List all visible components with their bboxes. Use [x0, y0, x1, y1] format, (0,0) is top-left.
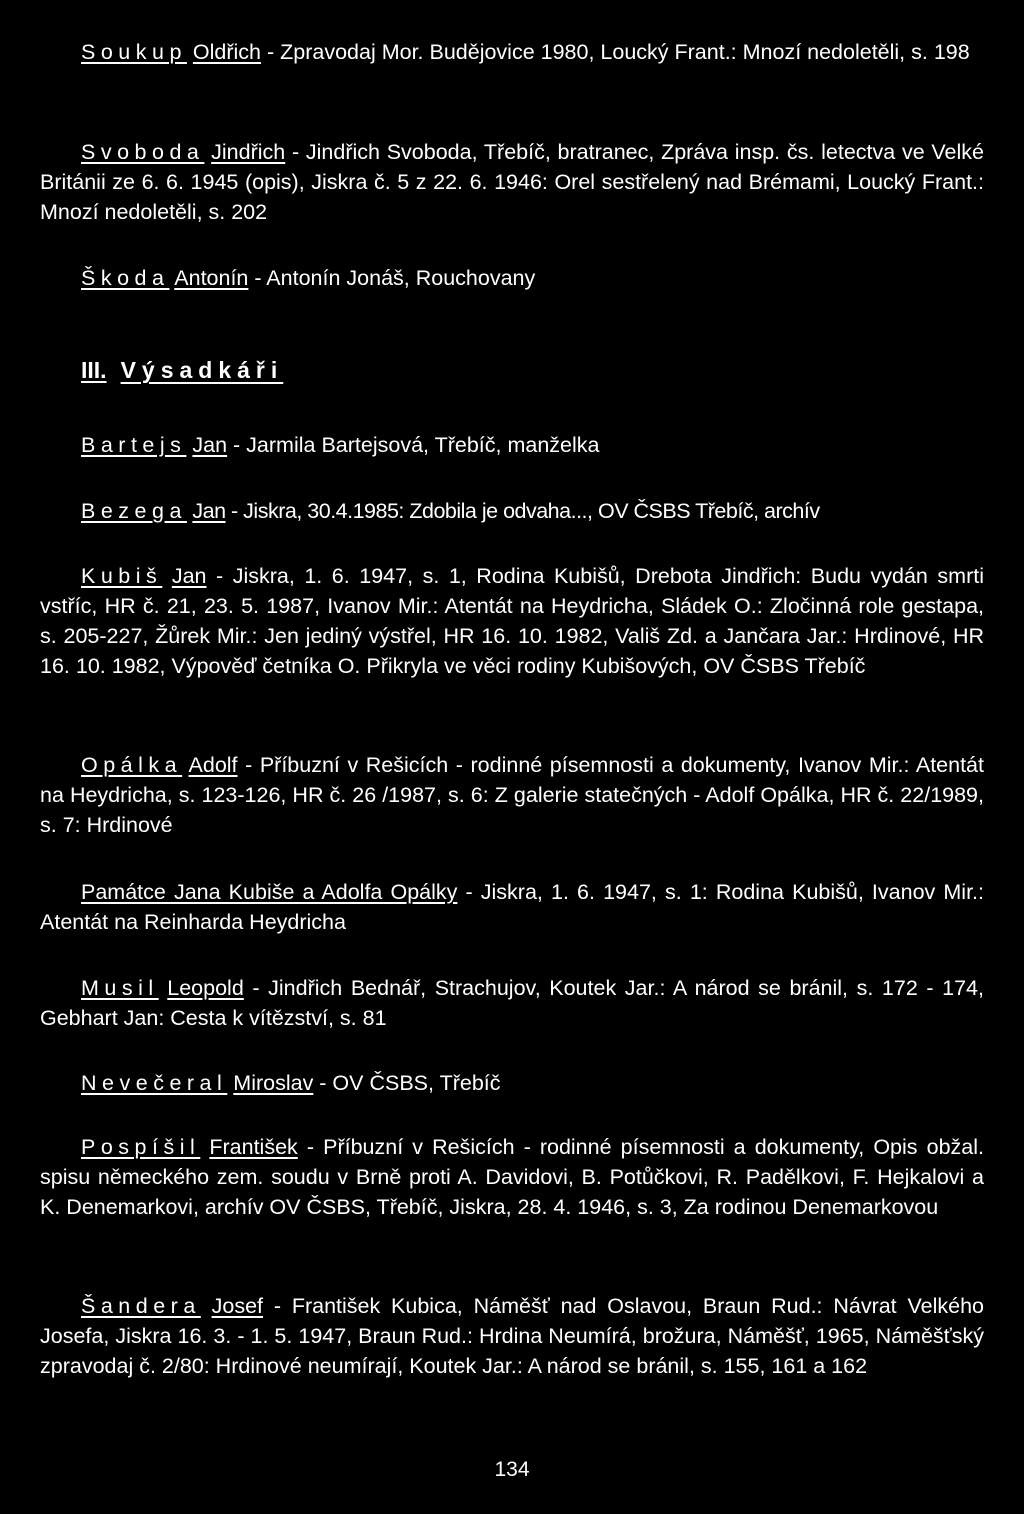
entry-surname: Svoboda — [81, 140, 205, 164]
entry-firstname: Antonín — [174, 266, 249, 290]
entry-text: - Příbuzní v Rešicích - rodinné písemnosti a dokumenty, Opis obžal. spisu německého zem. soudu v Brně proti A. Davidovi, B. Potůčkovi, R. Padělkovi, F. Hejkalovi a K. Denemarkovi, archív OV ČSBS, Třebíč, Jiskra, 28. 4. 1946, s. 3, Za rodinou Denemarkovou — [40, 1135, 984, 1219]
section-heading — [81, 355, 283, 385]
entry-text: - Jarmila Bartejsová, Třebíč, manželka — [227, 433, 600, 457]
entry-text: - Jiskra, 1. 6. 1947, s. 1, Rodina Kubišů, Drebota Jindřich: Budu vydán smrti vstříc, HR č. 21, 23. 5. 1987, Ivanov Mir.: Atentát na Heydricha, Sládek O.: Zločinná role gestapa, s. 205-227, Žůrek Mir.: Jen jediný výstřel, HR 16. 10. 1982, Vališ Zd. a Jančara Jar.: Hrdinové, HR 16. 10. 1982, Výpověď četníka O. Přikryla ve věci rodiny Kubišových, OV ČSBS Třebíč — [40, 564, 984, 678]
entry-firstname: Jan — [192, 499, 226, 523]
entry-pospisil — [40, 1132, 984, 1222]
entry-surname: Nevečeral — [81, 1071, 228, 1095]
section-number: III. — [81, 357, 107, 383]
entry-surname: Soukup — [81, 40, 187, 64]
entry-firstname: Oldřich — [192, 40, 262, 64]
entry-text: - OV ČSBS, Třebíč — [313, 1071, 501, 1095]
entry-kubis — [40, 561, 984, 681]
entry-sandera — [40, 1291, 984, 1381]
entry-firstname: Adolf — [188, 753, 238, 777]
entry-text: - Jiskra, 1. 6. 1947, s. 1: Rodina Kubišů, Ivanov Mir.: Atentát na Reinharda Heydricha — [40, 880, 984, 934]
entry-firstname: František — [209, 1135, 298, 1159]
entry-opalka — [40, 750, 984, 840]
entry-surname: Kubiš — [81, 564, 163, 588]
section-title: Výsadkáři — [120, 357, 284, 383]
entry-text: - Jiskra, 30.4.1985: Zdobila je odvaha..., OV ČSBS Třebíč, archív — [225, 499, 820, 523]
entry-musil — [40, 973, 984, 1033]
entry-title: Památce Jana Kubiše a Adolfa Opálky — [81, 880, 458, 904]
entry-soukup — [40, 37, 984, 67]
entry-text: - Příbuzní v Rešicích - rodinné písemnosti a dokumenty, Ivanov Mir.: Atentát na Heydricha, s. 123-126, HR č. 26 /1987, s. 6: Z galerie statečných - Adolf Opálka, HR č. 22/1989, s. 7: Hrdinové — [40, 753, 984, 837]
entry-bartejs — [40, 430, 984, 460]
entry-surname: Škoda — [81, 266, 170, 290]
entry-pamatce — [40, 877, 984, 937]
entry-surname: Šandera — [81, 1294, 201, 1318]
entry-text: - František Kubica, Náměšť nad Oslavou, Braun Rud.: Návrat Velkého Josefa, Jiskra 16. 3. - 1. 5. 1947, Braun Rud.: Hrdina Neumírá, brožura, Náměšť, 1965, Náměšťský zpravodaj č. 2/80: Hrdinové neumírají, Koutek Jar.: A národ se bránil, s. 155, 161 a 162 — [40, 1294, 984, 1378]
entry-surname: Pospíšil — [81, 1135, 201, 1159]
entry-firstname: Jan — [171, 564, 207, 588]
entry-surname: Bartejs — [81, 433, 187, 457]
entry-text: - Antonín Jonáš, Rouchovany — [248, 266, 536, 290]
entry-text: - Jindřich Svoboda, Třebíč, bratranec, Zpráva insp. čs. letectva ve Velké Británii ze 6. 6. 1945 (opis), Jiskra č. 5 z 22. 6. 1946: Orel sestřelený nad Brémami, Loucký Frant.: Mnozí nedoletěli, s. 202 — [40, 140, 984, 224]
entry-firstname: Josef — [211, 1294, 264, 1318]
entry-firstname: Jan — [192, 433, 228, 457]
entry-surname: Opálka — [81, 753, 183, 777]
entry-firstname: Miroslav — [233, 1071, 314, 1095]
entry-skoda — [40, 263, 984, 293]
entry-surname: Musil — [81, 976, 159, 1000]
page-number: 134 — [494, 1458, 530, 1481]
entry-firstname: Leopold — [167, 976, 244, 1000]
entry-neveceral — [40, 1068, 984, 1098]
entry-bezega — [40, 496, 984, 526]
entry-surname: Bezega — [81, 499, 187, 523]
entry-svoboda — [40, 137, 984, 227]
entry-firstname: Jindřich — [211, 140, 286, 164]
entry-text: - Jindřich Bednář, Strachujov, Koutek Jar.: A národ se bránil, s. 172 - 174, Gebhart Jan: Cesta k vítězství, s. 81 — [40, 976, 984, 1030]
entry-text: - Zpravodaj Mor. Budějovice 1980, Loucký Frant.: Mnozí nedoletěli, s. 198 — [261, 40, 970, 64]
